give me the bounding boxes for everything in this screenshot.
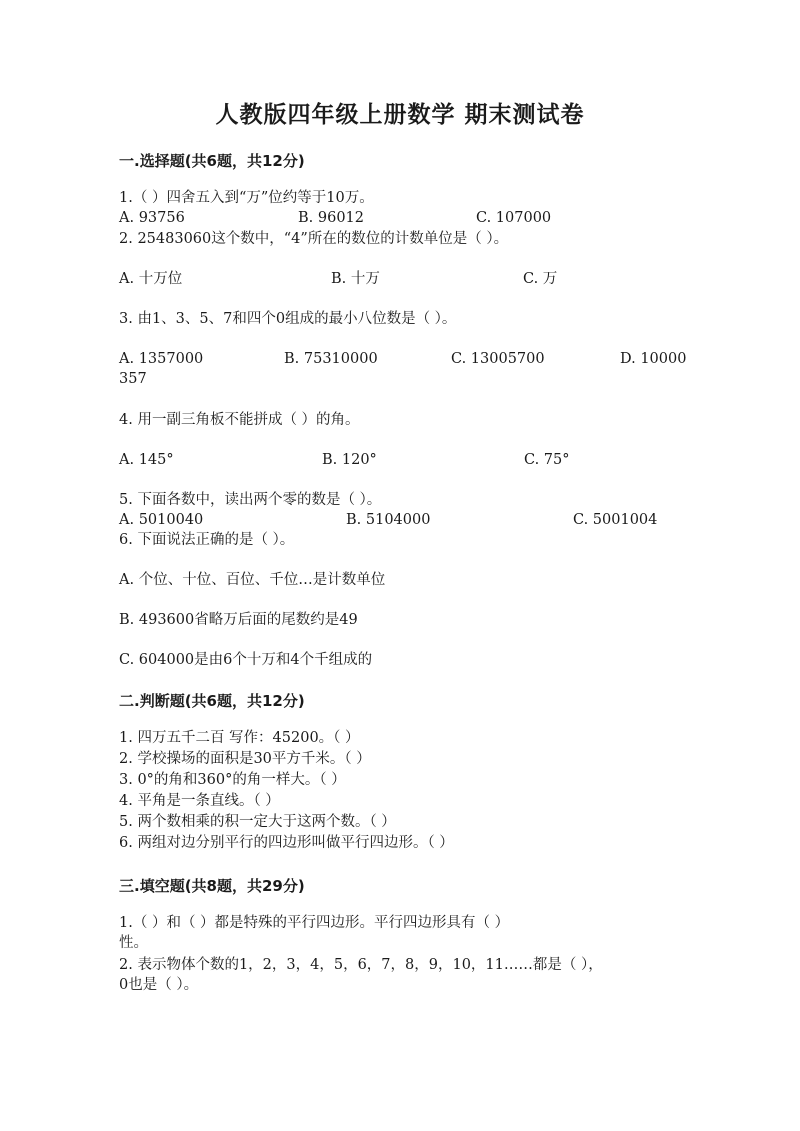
option-b: B. 十万 — [331, 271, 380, 287]
option-d-wrap: 357 — [119, 371, 147, 387]
question-stem: 2. 25483060这个数中，“4”所在的数位的计数单位是（ ）。 — [119, 231, 509, 247]
question-stem: 5. 下面各数中，读出两个零的数是（ ）。 — [119, 492, 382, 508]
option-a: A. 1357000 — [119, 351, 204, 367]
option-b: B. 493600省略万后面的尾数约是49 — [119, 612, 358, 628]
option-b: B. 5104000 — [346, 512, 431, 528]
option-d: D. 10000 — [620, 351, 687, 367]
exam-title: 人教版四年级上册数学 期末测试卷 — [215, 102, 585, 128]
fill-in-item-wrap: 性。 — [119, 935, 148, 951]
fill-in-item: 2. 表示物体个数的1，2，3，4，5，6，7，8，9，10，11……都是（ ）， — [119, 957, 603, 973]
option-b: B. 120° — [322, 452, 377, 468]
judgement-item: 6. 两组对边分别平行的四边形叫做平行四边形。（ ） — [119, 835, 454, 851]
option-c: C. 万 — [523, 271, 558, 287]
option-c: C. 107000 — [476, 210, 552, 226]
fill-in-item-wrap: 0也是（ ）。 — [119, 977, 199, 993]
judgement-item: 3. 0°的角和360°的角一样大。（ ） — [119, 772, 346, 788]
section-heading-judgement: 二.判断题(共6题，共12分) — [119, 692, 305, 710]
option-c: C. 13005700 — [451, 351, 545, 367]
question-stem: 6. 下面说法正确的是（ ）。 — [119, 532, 295, 548]
judgement-item: 5. 两个数相乘的积一定大于这两个数。（ ） — [119, 814, 396, 830]
judgement-item: 4. 平角是一条直线。（ ） — [119, 793, 280, 809]
question-stem: 1.（ ）四舍五入到“万”位约等于10万。 — [119, 190, 374, 206]
judgement-item: 2. 学校操场的面积是30平方千米。（ ） — [119, 751, 371, 767]
option-a: A. 145° — [119, 452, 174, 468]
option-b: B. 75310000 — [284, 351, 378, 367]
question-stem: 4. 用一副三角板不能拼成（ ）的角。 — [119, 412, 360, 428]
fill-in-item: 1.（ ）和（ ）都是特殊的平行四边形。平行四边形具有（ ） — [119, 915, 510, 931]
question-stem: 3. 由1、3、5、7和四个0组成的最小八位数是（ ）。 — [119, 311, 457, 327]
option-b: B. 96012 — [298, 210, 365, 226]
section-heading-fill-in: 三.填空题(共8题，共29分) — [119, 877, 305, 895]
option-c: C. 75° — [524, 452, 570, 468]
section-heading-choice: 一.选择题(共6题，共12分) — [119, 152, 305, 170]
option-a: A. 93756 — [119, 210, 185, 226]
option-a: A. 5010040 — [119, 512, 204, 528]
judgement-item: 1. 四万五千二百 写作：45200。（ ） — [119, 730, 360, 746]
option-a: A. 个位、十位、百位、千位…是计数单位 — [119, 572, 386, 588]
option-c: C. 604000是由6个十万和4个千组成的 — [119, 652, 373, 668]
option-c: C. 5001004 — [573, 512, 658, 528]
option-a: A. 十万位 — [119, 271, 183, 287]
